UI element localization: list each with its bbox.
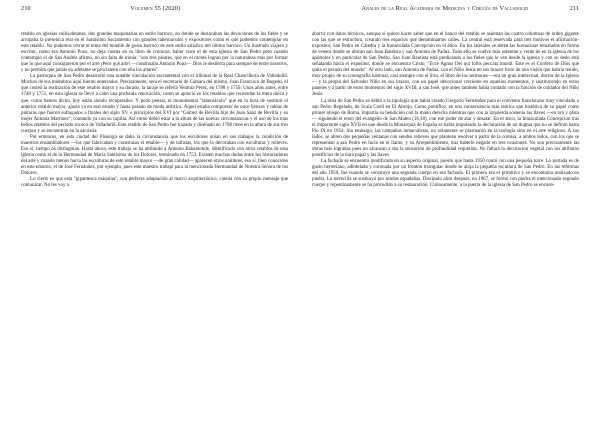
- left-page-body: [21, 32, 288, 189]
- right-running-head: Anales de la Real Academia de Medicina y Cirugía de Valladolid: [361, 5, 529, 12]
- left-paragraph-4: Lo cierto es que esta "gigantesca máquina", con perfecta adaptación al marco arquitectónico, cuenta con su propio mensaje que comunicar. No les voy a: [21, 177, 288, 189]
- right-paragraph-3: La fachada se encuentra modificada en su aspecto original, puesto que hasta 1950 contó con una pequeña torre. Lo portada es de gusto herreriano, adintelada y coronada por un frontón triangular donde se aloja la pequeña escultura de San Pedro. En las reformas del año 1950, fue cuando se construyó una segunda cuerpo en esa fachada. El primero era el primitivo y se encontraba realizado en piedra. La torrecilla se sustituyó por sendas espadañas. Discípulo años después, en 1967, se formó con piedra el mencionado segundo cuerpo y repentinamente se ha procedido a su restauración. Curiosamente, a la puerta de la iglesia de San Pedro se encuen-: [312, 158, 579, 189]
- left-paragraph-1: retablo en iglesias vallisoletanas, dos grandes maquinarias en estilo barroco, en donde se destacaban las devociones de los fieles y se arropaba la presencia real en el Santísimo Sacramento con grandes tabernáculos y expositores como el que podemos contemplar en este retablo. No podemos cerrar el tema del mueble de gusto barroco de este estilo artístico del último barroco. Un ilustrado viajero y escritor, como era Antonio Ponz, no deja cuenta en su libro de crónicas, haber visto el de esta iglesia de San Pedro pero cuando contempló el de San Andrés afirmó, no sin falta de ironía: "son tres pisares, que en el monte logran por la naturaleza más por formar que lo que aquí consiguieron por el arte ¡Pero qué arte! —continuaba Antonio Ponz— Dios le destierra para siempre de entre nosotros, y no permita que jamás en adelante se proclamen con ella los altares".: [21, 32, 288, 74]
- left-page-number: 210: [21, 5, 31, 12]
- left-running-head: Volumen 55 (2020): [130, 5, 181, 12]
- left-paragraph-2: La parroquia de San Pedro desarrolló una notable vinculación sacramental con el tribunal de la Real Chancillería de Valladolid. Muchos de sus miembros aquí fueron enterrados. Precisamente, será el secretario de Cámara del mismo, Juan Francisco de Bugedo, el que costeó la realización de este retablo mayor y su dorado, la lacaje se refería Ventura Pérez, en 1788 y 1759. Unos años antes, entre 1748 y 1751, en esta iglesia se llevó a cabo una profunda renovación, como se apreció en los retablos que recuerdan la mera única y que, como hemos dicho, hoy están siendo recuperados. Y podo pensar, el monumental "tabernáculo" que en la hora de sustituir el anterior retablo mayor, ajusta ya en mal estado y hasta pasado de moda artística. Aquel estaba compuesto de once lienzos y tablas de pinturas que fueron sufragados a finales del siglo XV o principios del XVI por "Gómez de Revilla hijo de Juan Sanz de Revilla y su mujer Antonia Martínez", contando ya con su capilla. Así como debió estar a la altura de las nuevas circunstancias y el uso de los más bellos retablos del periodo rococó de Valladolid. Este retablo de San Pedro fue trazado y diseñado en 1788 tiene en la altura de sus tres cuerpos y se encuentran en la sacristía.: [21, 74, 288, 134]
- right-paragraph-1: aburrir con datos técnicos, aunque sí quiero hacer saber que en el banco del retablo se asientan las cuatro columnas de orden gigante con las que se estructura, creando tres espacios que denominamos calles. La central está reservada para tres motivos el afirmación-expositor, San Pedro en Cátedra y la Inmaculada Concepción en el ático. En los laterales se abren las hornacinas rematadas en forma de venera donde se ubican san Juan Bautista y san Antonio de Padua. Todo ello se vuelve más solemne y verde de en la iglesia de los apóstoles y en particular de San Pedro. San Juan Bautista está predicando a los fieles que le ven desde la iglesia y con su dedo está señalando hacia el expositor, donde se encuentra Cristo, "Ecce Agnus Dei qui tollis peccata mundi. Este es el Cordero de Dios que quita el pecado del mundo". Al otro lado, san Antonio de Padua, con el Niño Jesús en sus brazos fruto de una visión que habría tenido, muy propio de su iconografía habitual, casi siempre con el lirio, el libro de los sermones —era un gran intelectual, doctor de la Iglesia— y la propia del Salvador Niño en sus brazos, con un papel devocional creciente en aquellos momentos, y sustituyendo en estos paneles y a partir de estos momentos del siglo XVIII, a san José, que antes también había contado con la función de cuidador del Niño Jesús.: [312, 32, 579, 98]
- right-page-number: 211: [569, 5, 579, 12]
- left-paragraph-3: Por entonces, en esta ciudad del Pisuerga se daba la circunstancia que los escultores unían en sus trabajos la condición de maestros ensambladores —los que fabricaban y construían el retablo— y de tallistas, los que lo decoraban con esculturas y relieves. Eso sí, tiempo os distinguían. Hasta ahora, este trabajo se ha atribuido a Antonio Bahamonde, identificado con otros retablos de esta iglesia como el de la Hermandad de María Santísima de los Dolores, terminado en 1753. Existen muchas dudas entre los historiadores del arte y cuando menos hacia las esculturas de este retablo mayor —de gran calidad— aparecen otros nombres; eso sí, bien conocidos en este entorno, el de José Fernández, por ejemplo, pues este maestro trabajó para la mencionada Hermandad de Nuestra Señora de los Dolores.: [21, 134, 288, 177]
- left-page-header: [21, 3, 288, 15]
- right-page-body: [312, 32, 579, 189]
- right-paragraph-2: La obra de San Pedro se debió a la tipología que había creado Gregorio Fernández para el convento franciscano muy vinculado a san Pedro Regalado, de Scala Coeli en El Abrojo. Como pontífice, en una consecuencia más teórica que histórica de su papel como primer obispo de Roma, impartía su bendición con la mano derecha mientras que con la izquierda sostenía las llaves —en oro y plata— siguiendo el texto del evangelio de San Mateo (16,18), con ese poder de atar y desatar. En el ático, la Inmaculada Concepción tras el importante siglo XVII en que desde la Monarquía de España se había impulsado la declaración de un dogma que no se definió hasta Pío IX en 1854. Sin embargo, las campañas inmaculistas, no solamente se plasmaron en la teología sino en el arte religioso. A sus lados, se abren dos pequeñas ventanas con sendos relieves que plantean resolver a partir de la cornisa, a ambos lados, con los que se representan a san Pedro en lucia en el llanto, y su Arrepentimiento, tras haberle negado en tres ocasiones. No son precisamente las obras más logradas pues no alcanzan a dar la sensación de profundidad requerida. No faltará la decoración vegetal con los atributos pontificios de la tiara papal y las llaves.: [312, 98, 579, 158]
- right-page-header: [312, 3, 579, 15]
- left-page: [21, 0, 288, 423]
- right-page: [312, 0, 579, 423]
